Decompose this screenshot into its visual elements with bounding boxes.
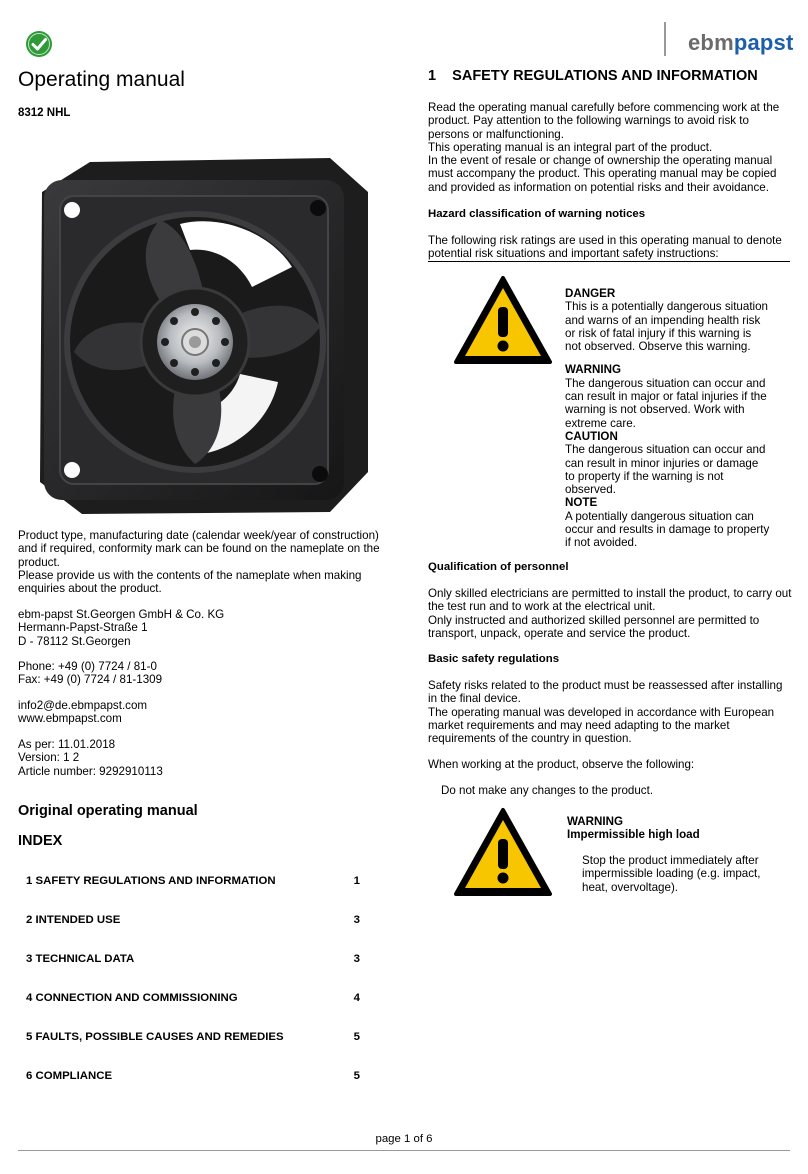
rating-title-note: NOTE bbox=[565, 496, 598, 510]
warning-triangle-icon bbox=[452, 806, 554, 898]
toc-item-page: 5 bbox=[353, 1031, 360, 1043]
phone: Phone: +49 (0) 7724 / 81-0 bbox=[18, 660, 157, 673]
warning-text: Stop the product immediately after impermissible loading (e.g. impact, heat, overvoltage). bbox=[582, 854, 761, 894]
toc-item-label: 4 CONNECTION AND COMMISSIONING bbox=[26, 992, 238, 1004]
section-heading: 1 SAFETY REGULATIONS AND INFORMATION bbox=[428, 68, 758, 84]
basic-safety-heading: Basic safety regulations bbox=[428, 653, 560, 665]
toc-item[interactable] bbox=[26, 1031, 360, 1043]
rating-text-note: A potentially dangerous situation can occur and results in damage to property if not avoided. bbox=[565, 509, 770, 550]
toc-item-label: 2 INTENDED USE bbox=[26, 914, 121, 926]
company-city: D - 78112 St.Georgen bbox=[18, 634, 131, 648]
rating-title-warning: WARNING bbox=[565, 363, 622, 377]
model-number: 8312 NHL bbox=[18, 107, 71, 119]
warning-title: WARNING bbox=[567, 815, 624, 828]
basic-safety-paragraph-1: Safety risks related to the product must be reassessed after installing in the final device. bbox=[428, 679, 783, 706]
rating-text-caution: The dangerous situation can occur and can result in minor injuries or damage to property if the warning is not observed. bbox=[565, 443, 766, 497]
rating-title-caution: CAUTION bbox=[565, 429, 618, 443]
article-number: Article number: 9292910113 bbox=[18, 764, 163, 778]
toc-item[interactable] bbox=[26, 875, 360, 887]
rating-title-danger: DANGER bbox=[565, 287, 616, 300]
toc-item-label: 1 SAFETY REGULATIONS AND INFORMATION bbox=[26, 875, 276, 887]
toc-item-page: 4 bbox=[353, 992, 360, 1004]
toc-item-label: 6 COMPLIANCE bbox=[26, 1070, 113, 1082]
section-paragraph-3: In the event of resale or change of ownership the operating manual must accompany the product. This operating manual may be copied and provided as information on potential risks and their avoidance. bbox=[428, 154, 777, 194]
basic-safety-paragraph-2: The operating manual was developed in accordance with European market requirements and may need adapting to the market requirements of the country in question. bbox=[428, 705, 775, 746]
intro-paragraph-2: Please provide us with the contents of the nameplate when making enquiries about the product. bbox=[18, 568, 362, 596]
brand-logo bbox=[688, 30, 794, 56]
email-link[interactable]: info2@de.ebmpapst.com bbox=[18, 699, 148, 712]
brand-logo-part2: papst bbox=[733, 30, 794, 55]
toc-item-page: 1 bbox=[353, 875, 360, 887]
toc-item[interactable] bbox=[26, 992, 360, 1004]
toc-item-page: 5 bbox=[353, 1070, 360, 1082]
brand-logo-part1: ebm bbox=[688, 30, 734, 55]
version: Version: 1 2 bbox=[18, 751, 80, 765]
page-title: Operating manual bbox=[18, 68, 185, 91]
as-per-date: As per: 11.01.2018 bbox=[18, 738, 116, 751]
qualification-heading: Qualification of personnel bbox=[428, 561, 569, 573]
certification-seal-icon bbox=[25, 30, 53, 58]
toc-item-label: 5 FAULTS, POSSIBLE CAUSES AND REMEDIES bbox=[26, 1031, 284, 1043]
toc-item-page: 3 bbox=[353, 953, 360, 965]
toc-item[interactable] bbox=[26, 1070, 360, 1082]
footer-divider bbox=[18, 1150, 790, 1151]
product-image bbox=[30, 152, 370, 517]
warning-subtitle: Impermissible high load bbox=[567, 828, 700, 841]
toc-item[interactable] bbox=[26, 953, 360, 965]
divider bbox=[428, 261, 790, 262]
original-manual-heading: Original operating manual bbox=[18, 803, 198, 819]
qualification-paragraph-1: Only skilled electricians are permitted to install the product, to carry out the test run and to work at the electrical unit. bbox=[428, 587, 792, 614]
company-street: Hermann-Papst-Straße 1 bbox=[18, 621, 148, 635]
intro-paragraph-1: Product type, manufacturing date (calendar week/year of construction) and if required, conformity mark can be found on the nameplate on the product. bbox=[18, 529, 380, 569]
index-heading: INDEX bbox=[18, 833, 63, 849]
hazard-intro: The following risk ratings are used in this operating manual to denote potential risk situations and important safety instructions: bbox=[428, 234, 782, 261]
observe-text: When working at the product, observe the following: bbox=[428, 758, 695, 771]
brand-divider bbox=[664, 22, 666, 56]
page-number: page 1 of 6 bbox=[375, 1133, 433, 1145]
company-name: ebm-papst St.Georgen GmbH & Co. KG bbox=[18, 608, 225, 621]
section-paragraph-2: This operating manual is an integral part of the product. bbox=[428, 140, 713, 154]
qualification-paragraph-2: Only instructed and authorized skilled personnel are permitted to transport, unpack, operate and service the product. bbox=[428, 613, 760, 640]
fax: Fax: +49 (0) 7724 / 81-1309 bbox=[18, 673, 163, 687]
toc-item-page: 3 bbox=[353, 914, 360, 926]
rating-text-danger: This is a potentially dangerous situation and warns of an impending health risk or risk of fatal injury if this warning is not observed. Observe this warning. bbox=[565, 300, 769, 354]
no-changes-text: Do not make any changes to the product. bbox=[441, 784, 654, 797]
rating-text-warning: The dangerous situation can occur and can result in major or fatal injuries if the warning is not observed. Work with extreme care. bbox=[565, 376, 767, 430]
section-paragraph-1: Read the operating manual carefully before commencing work at the product. Pay attention to the following warnings to avoid risk to persons or malfunctioning. bbox=[428, 101, 780, 141]
toc-item-label: 3 TECHNICAL DATA bbox=[26, 953, 135, 965]
toc-item[interactable] bbox=[26, 914, 360, 926]
hazard-heading: Hazard classification of warning notices bbox=[428, 208, 646, 220]
warning-triangle-icon bbox=[452, 274, 554, 366]
website-link[interactable]: www.ebmpapst.com bbox=[18, 712, 122, 726]
